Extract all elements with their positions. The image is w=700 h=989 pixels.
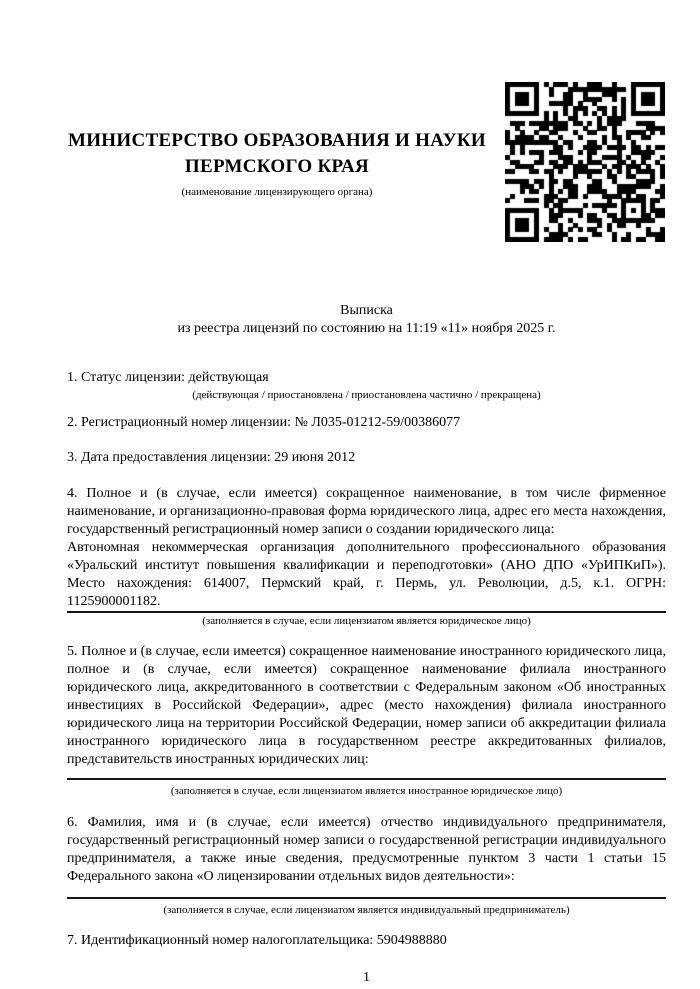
ministry-name-line2: ПЕРМСКОГО КРАЯ xyxy=(184,156,370,177)
field-entrepreneur-caption: (заполняется в случае, если лицензиатом является индивидуальный предприниматель) xyxy=(163,904,570,916)
ministry-name-line1: МИНИСТЕРСТВО ОБРАЗОВАНИЯ И НАУКИ xyxy=(67,130,487,151)
field-license-status-caption: (действующая / приостановлена / приостановлена частично / прекращена) xyxy=(192,389,541,401)
document-title-line1: Выписка xyxy=(340,303,393,318)
field-entrepreneur-blank-line xyxy=(67,886,666,899)
field-legal-entity-label: 4. Полное и (в случае, если имеется) сокращенное наименование, в том числе фирменное наименование, и организационно-правовая форма юридического лица, адрес его места нахождения, государственный регистрационный номер записи о создании юридического лица: xyxy=(67,486,666,537)
field-taxpayer-number: 7. Идентификационный номер налогоплательщика: 5904988880 xyxy=(67,933,447,948)
field-foreign-entity-label: 5. Полное и (в случае, если имеется) сокращенное наименование иностранного юридического лица, полное и (в случае, если имеется) сокращенное наименование филиала иностранного юридического лица, аккредитованного в соответствии с Федеральным законом «Об иностранных инвестициях в Российской Федерации», адрес (место нахождения) филиала иностранного юридического лица на территории Российской Федерации, номер записи об аккредитации филиала иностранного юридического лица в государственном реестре аккредитованных филиалов, представительств иностранных юридических лиц: xyxy=(67,644,666,767)
field-foreign-entity-caption: (заполняется в случае, если лицензиатом является иностранное юридическое лицо) xyxy=(170,785,563,797)
field-license-grant-date: 3. Дата предоставления лицензии: 29 июня 2012 xyxy=(67,450,356,465)
document-title-line2: из реестра лицензий по состоянию на 11:19 «11» ноября 2025 г. xyxy=(177,321,556,336)
field-entrepreneur-label: 6. Фамилия, имя и (в случае, если имеется) отчество индивидуального предпринимателя, государственный регистрационный номер записи о государственной регистрации индивидуального предпринимателя, а также иные сведения, предусмотренные пунктом 3 части 1 статьи 15 Федерального закона «О лицензировании отдельных видов деятельности»: xyxy=(67,815,666,884)
document-title xyxy=(67,0,666,338)
ministry-name-caption: (наименование лицензирующего органа) xyxy=(181,186,373,198)
field-foreign-entity-blank-line xyxy=(67,769,666,780)
field-legal-entity-value: Автономная некоммерческая организация дополнительного профессионального образования «Уральский институт повышения квалификации и переподготовки» (АНО ДПО «УрИПКиП»). Место нахождения: 614007, Пермский край, г. Пермь, ул. Революции, д.5, к.1. ОГРН: 1125900001182. xyxy=(67,539,666,613)
field-license-status: 1. Статус лицензии: действующая xyxy=(67,370,269,385)
field-legal-entity-caption: (заполняется в случае, если лицензиатом является юридическое лицо) xyxy=(202,615,531,627)
document-body xyxy=(67,0,666,987)
field-registration-number: 2. Регистрационный номер лицензии: № Л035-01212-59/00386077 xyxy=(67,415,461,430)
page-number: 1 xyxy=(363,970,370,985)
